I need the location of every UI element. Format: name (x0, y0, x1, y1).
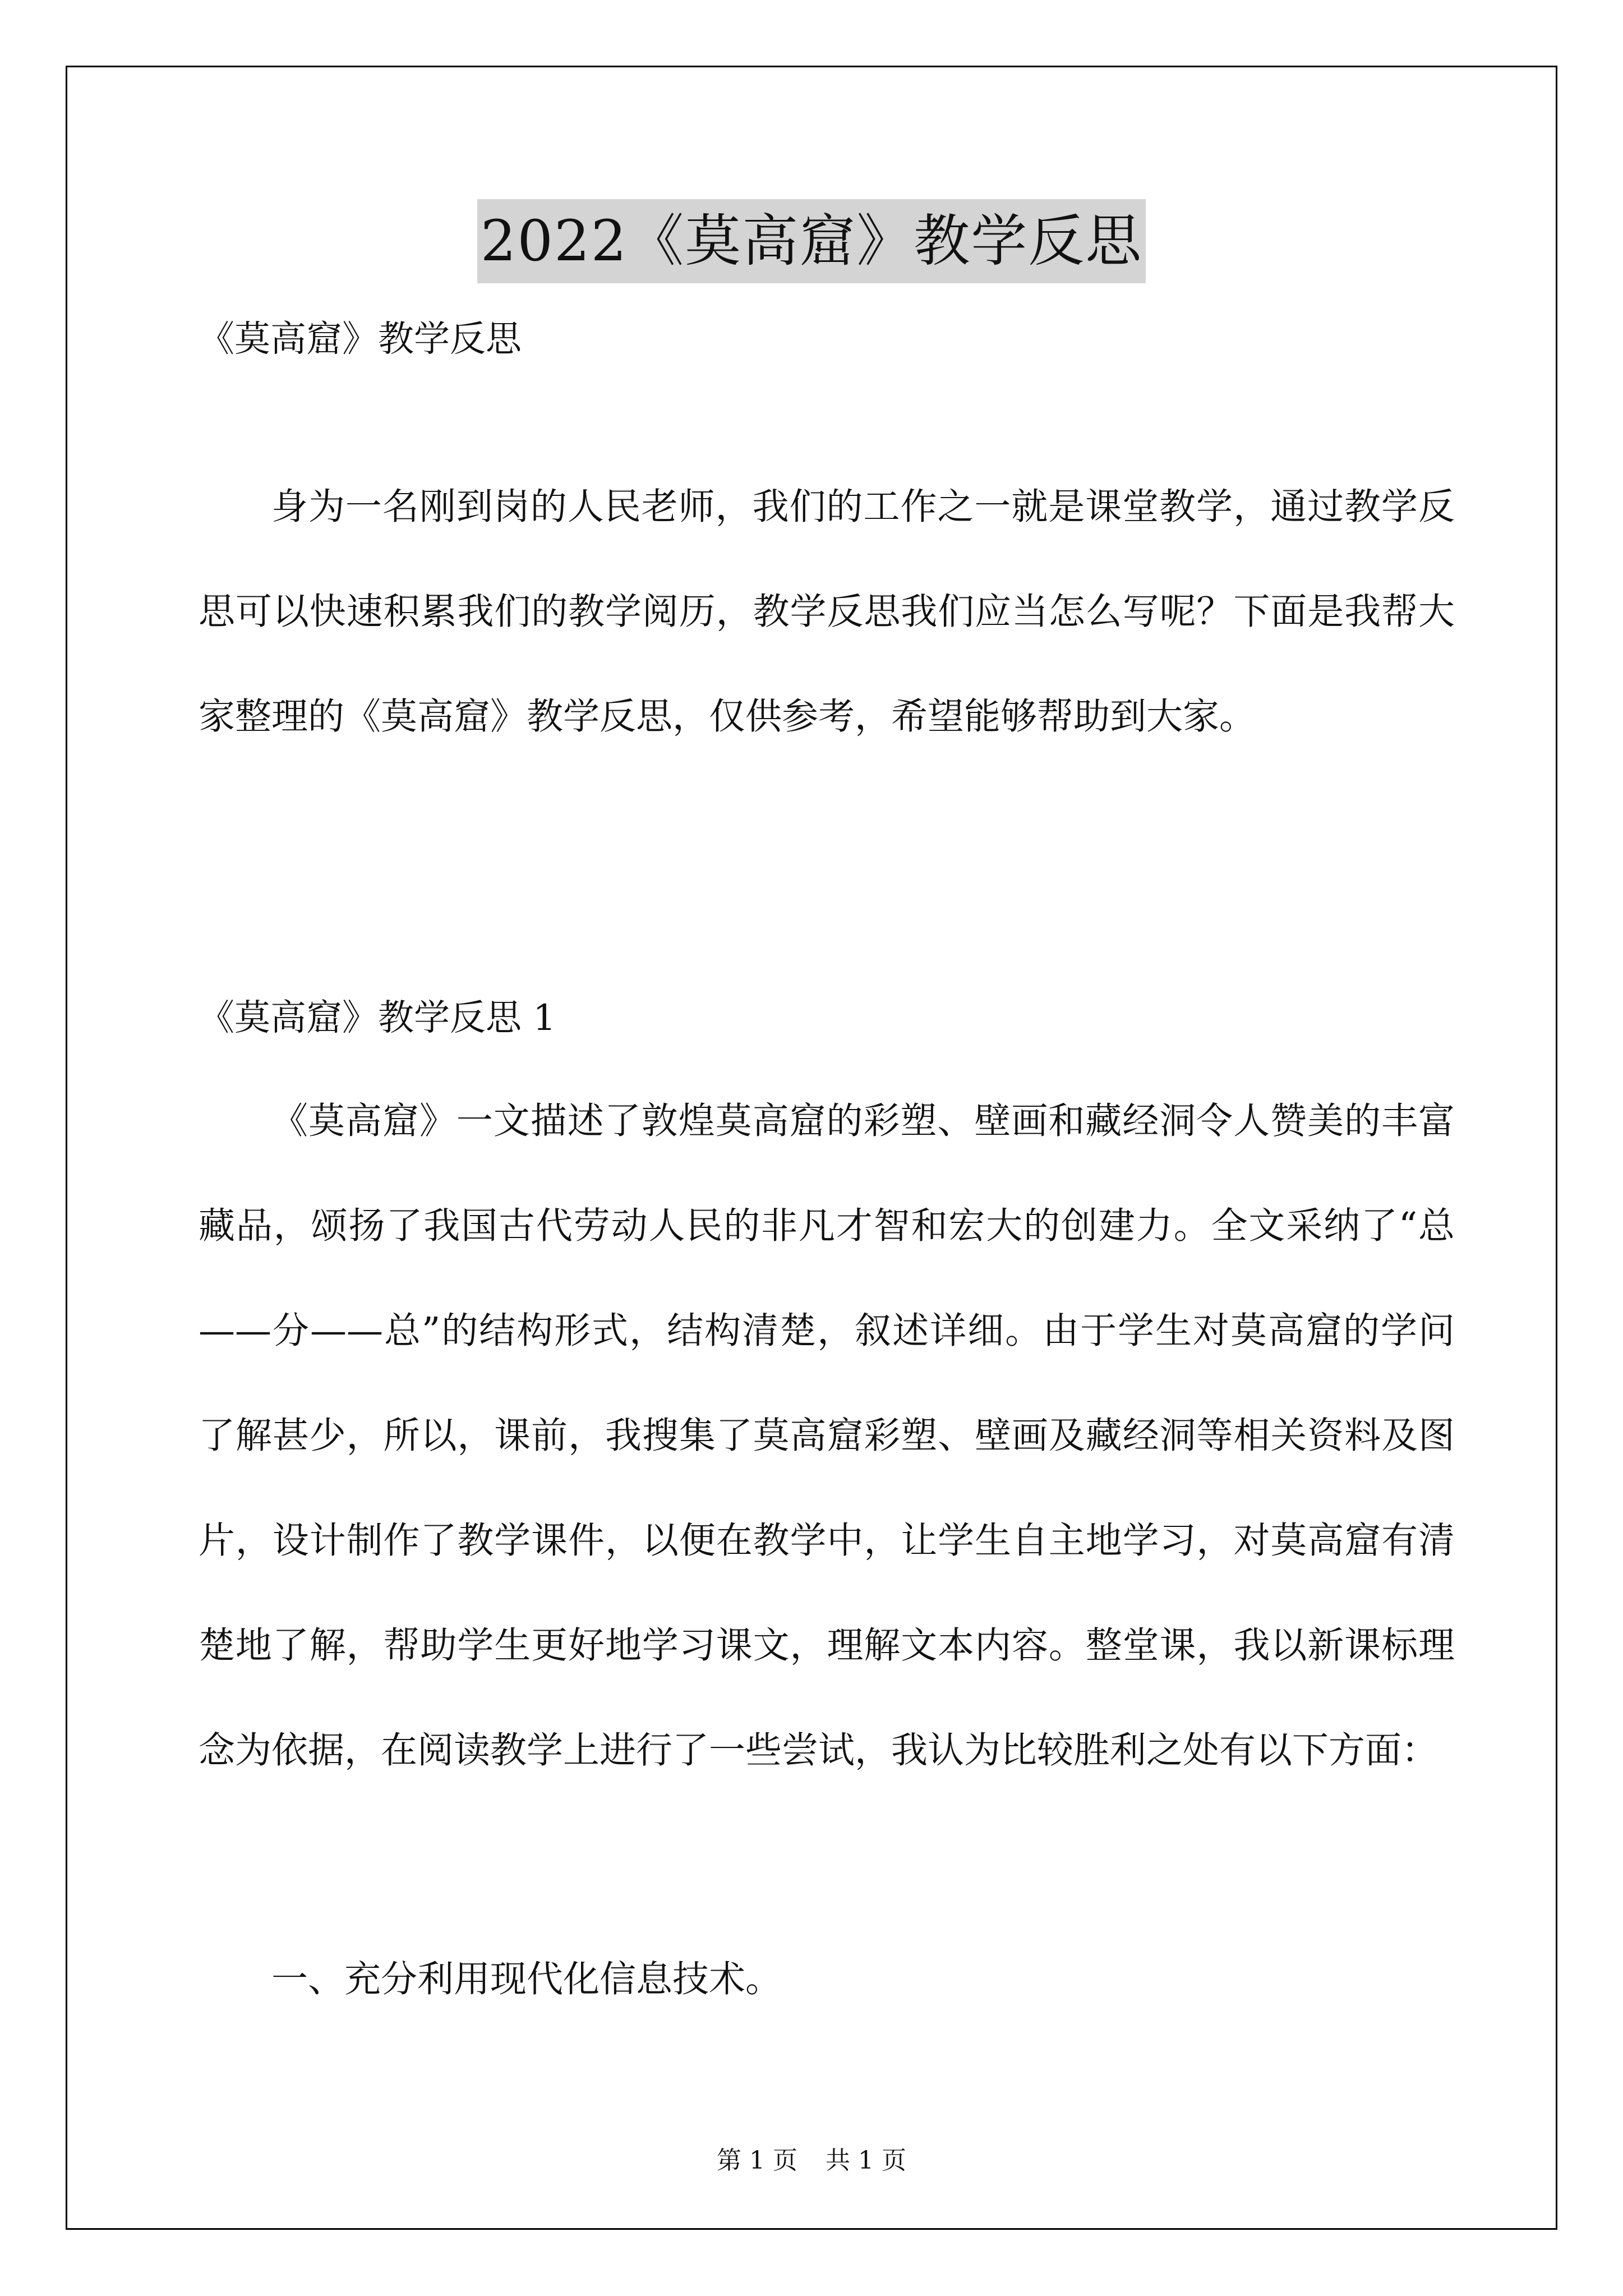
page-number: 第 1 页 (717, 2146, 797, 2175)
page-footer (0, 2144, 1623, 2178)
title-container (0, 199, 1623, 283)
section-heading: 《莫高窟》教学反思 1 (199, 997, 556, 1039)
document-title: 2022《莫高窟》教学反思 (477, 199, 1146, 283)
document-subtitle: 《莫高窟》教学反思 (199, 319, 522, 360)
page-total: 共 1 页 (826, 2146, 906, 2175)
intro-paragraph: 身为一名刚到岗的人民老师，我们的工作之一就是课堂教学，通过教学反思可以快速积累我们的教学阅历，教学反思我们应当怎么写呢？下面是我帮大家整理的《莫高窟》教学反思，仅供参考，希望能够帮助到大家。 (199, 486, 1455, 738)
point-one-heading: 一、充分利用现代化信息技术。 (271, 1958, 782, 2000)
section-paragraph: 《莫高窟》一文描述了敦煌莫高窟的彩塑、壁画和藏经洞令人赞美的丰富藏品，颂扬了我国古代劳动人民的非凡才智和宏大的创建力。全文采纳了“总——分——总”的结构形式，结构清楚，叙述详细。由于学生对莫高窟的学问了解甚少，所以，课前，我搜集了莫高窟彩塑、壁画及藏经洞等相关资料及图片，设计制作了教学课件，以便在教学中，让学生自主地学习，对莫高窟有清楚地了解，帮助学生更好地学习课文，理解文本内容。整堂课，我以新课标理念为依据，在阅读教学上进行了一些尝试，我认为比较胜利之处有以下方面： (199, 1100, 1455, 1772)
